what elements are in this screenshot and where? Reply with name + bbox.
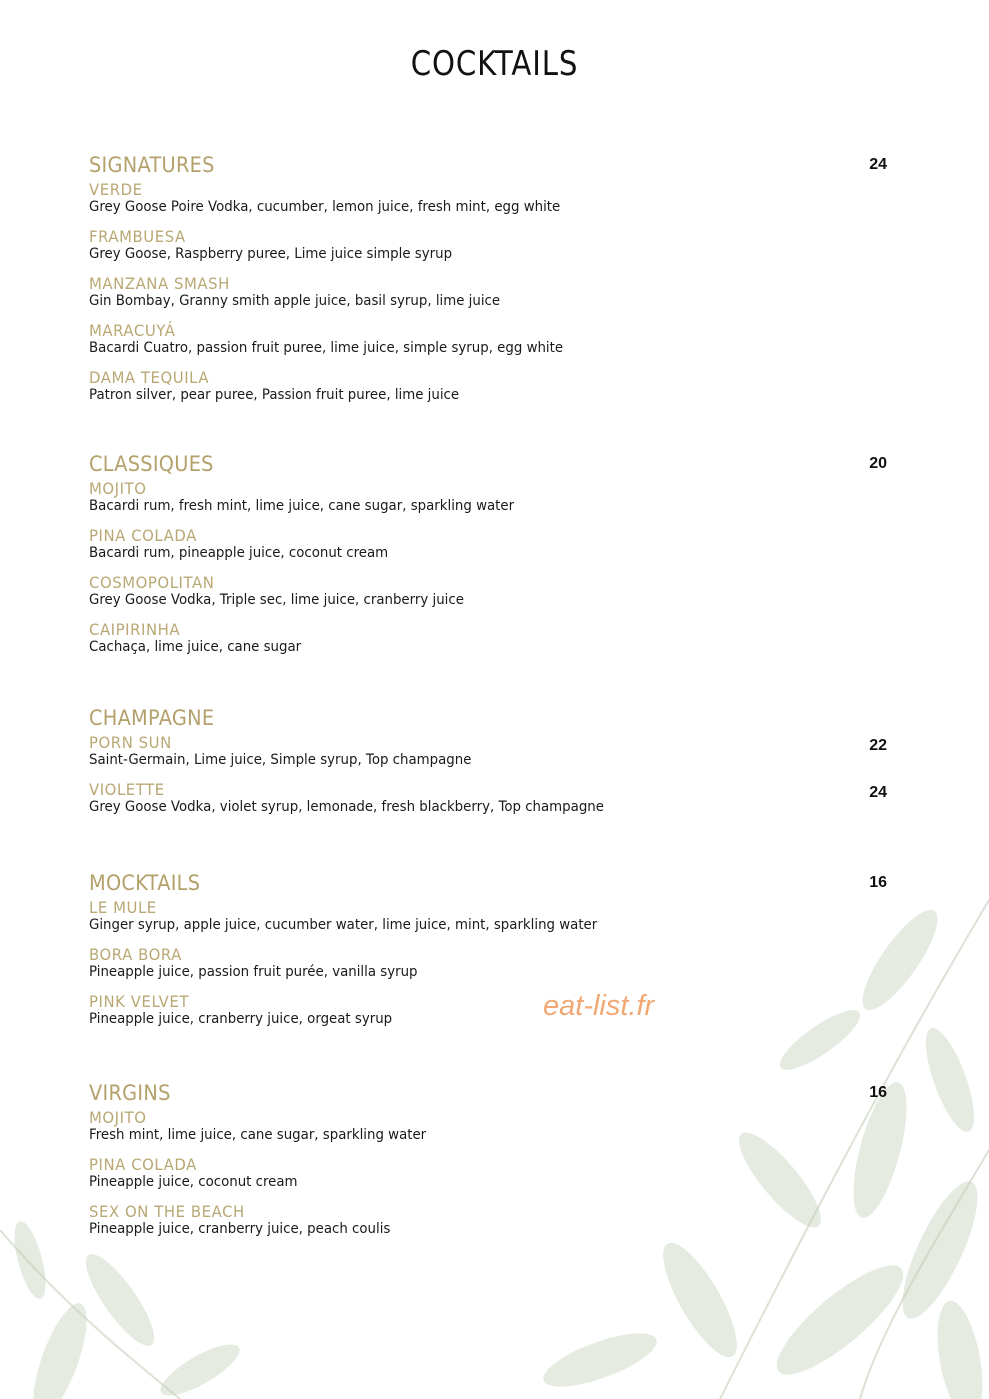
item-name: BORA BORA	[89, 945, 182, 964]
item-name: PINA COLADA	[89, 1155, 197, 1174]
list-item	[89, 481, 889, 515]
item-name: SEX ON THE BEACH	[89, 1202, 245, 1221]
list-item	[89, 735, 889, 769]
watermark-text: eat-list.fr	[543, 990, 655, 1022]
item-price: 24	[869, 784, 887, 801]
item-name: COSMOPOLITAN	[89, 573, 215, 592]
item-price: 22	[869, 737, 887, 754]
item-description: Cachaça, lime juice, cane sugar	[89, 639, 302, 655]
section-virgins	[89, 1080, 889, 1251]
section-title: VIRGINS	[89, 1081, 171, 1105]
list-item	[89, 1110, 889, 1144]
section-title: CLASSIQUES	[89, 452, 214, 476]
section-price: 16	[869, 1084, 887, 1101]
item-name: VERDE	[89, 180, 143, 199]
item-name: PORN SUN	[89, 733, 172, 752]
item-name: MOJITO	[89, 1108, 147, 1127]
list-item	[89, 182, 889, 216]
section-champagne	[89, 705, 889, 829]
section-classiques	[89, 451, 889, 669]
item-description: Grey Goose Poire Vodka, cucumber, lemon juice, fresh mint, egg white	[89, 199, 561, 215]
item-description: Patron silver, pear puree, Passion fruit puree, lime juice	[89, 387, 460, 403]
section-price: 24	[869, 156, 887, 173]
item-name: PINK VELVET	[89, 992, 190, 1011]
list-item	[89, 370, 889, 404]
item-name: PINA COLADA	[89, 526, 197, 545]
section-mocktails	[89, 870, 889, 1041]
item-description: Pineapple juice, passion fruit purée, vanilla syrup	[89, 964, 418, 980]
item-name: MANZANA SMASH	[89, 274, 230, 293]
item-description: Pineapple juice, coconut cream	[89, 1174, 298, 1190]
list-item	[89, 900, 889, 934]
list-item	[89, 323, 889, 357]
page-title: COCKTAILS	[410, 44, 579, 84]
item-name: VIOLETTE	[89, 780, 165, 799]
item-name: LE MULE	[89, 898, 157, 917]
list-item	[89, 575, 889, 609]
item-name: DAMA TEQUILA	[89, 368, 210, 387]
item-description: Grey Goose Vodka, Triple sec, lime juice, cranberry juice	[89, 592, 464, 608]
item-description: Fresh mint, lime juice, cane sugar, sparkling water	[89, 1127, 427, 1143]
list-item	[89, 1157, 889, 1191]
item-description: Pineapple juice, cranberry juice, peach coulis	[89, 1221, 391, 1237]
list-item	[89, 276, 889, 310]
item-name: MOJITO	[89, 479, 147, 498]
item-description: Bacardi rum, fresh mint, lime juice, cane sugar, sparkling water	[89, 498, 515, 514]
section-signatures	[89, 152, 889, 417]
item-name: FRAMBUESA	[89, 227, 186, 246]
section-price: 20	[869, 455, 887, 472]
item-name: MARACUYÁ	[89, 321, 176, 340]
list-item	[89, 622, 889, 656]
item-description: Grey Goose Vodka, violet syrup, lemonade, fresh blackberry, Top champagne	[89, 799, 604, 815]
item-description: Grey Goose, Raspberry puree, Lime juice simple syrup	[89, 246, 453, 262]
list-item	[89, 782, 889, 816]
section-title: SIGNATURES	[89, 153, 215, 177]
section-title: CHAMPAGNE	[89, 706, 215, 730]
item-description: Pineapple juice, cranberry juice, orgeat syrup	[89, 1011, 393, 1027]
item-description: Gin Bombay, Granny smith apple juice, basil syrup, lime juice	[89, 293, 501, 309]
list-item	[89, 994, 889, 1028]
item-description: Saint-Germain, Lime juice, Simple syrup, Top champagne	[89, 752, 472, 768]
item-description: Ginger syrup, apple juice, cucumber water, lime juice, mint, sparkling water	[89, 917, 598, 933]
item-name: CAIPIRINHA	[89, 620, 181, 639]
list-item	[89, 229, 889, 263]
item-description: Bacardi Cuatro, passion fruit puree, lime juice, simple syrup, egg white	[89, 340, 564, 356]
section-title: MOCKTAILS	[89, 871, 201, 895]
list-item	[89, 1204, 889, 1238]
list-item	[89, 528, 889, 562]
list-item	[89, 947, 889, 981]
item-description: Bacardi rum, pineapple juice, coconut cream	[89, 545, 389, 561]
section-price: 16	[869, 874, 887, 891]
